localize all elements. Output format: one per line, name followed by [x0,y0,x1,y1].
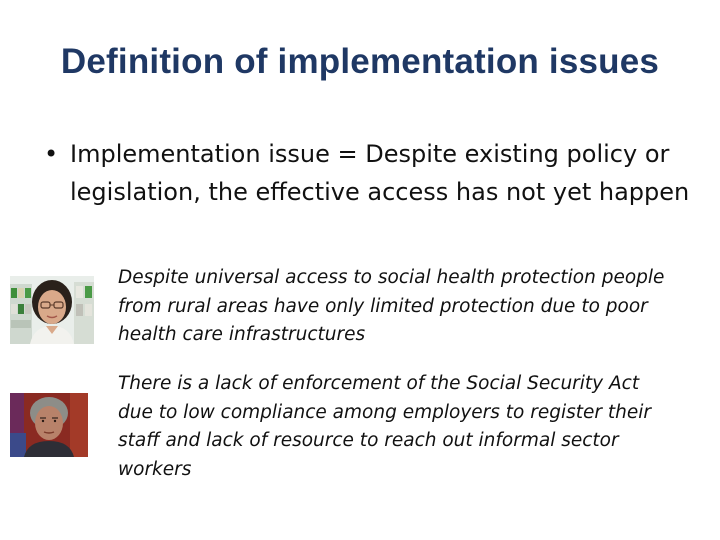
slide-title: Definition of implementation issues [60,42,660,81]
bullet-text: Implementation issue = Despite existing policy or legislation, the effective access has not yet happen [70,140,690,206]
speaker-photo-man [10,393,88,457]
quote-rural-health: Despite universal access to social health protection people from rural areas have only limited protection due to poor health care infrastructures [118,267,665,345]
quote-social-security-act: There is a lack of enforcement of the Social Security Act due to low compliance among employers to register their staff and lack of resource to reach out informal sector workers [118,373,651,480]
speaker-photo-woman [10,276,94,344]
bullet-point [44,135,694,211]
bullet-dot: • [44,140,59,168]
man-portrait-image [10,393,88,457]
woman-portrait-image [10,276,94,344]
